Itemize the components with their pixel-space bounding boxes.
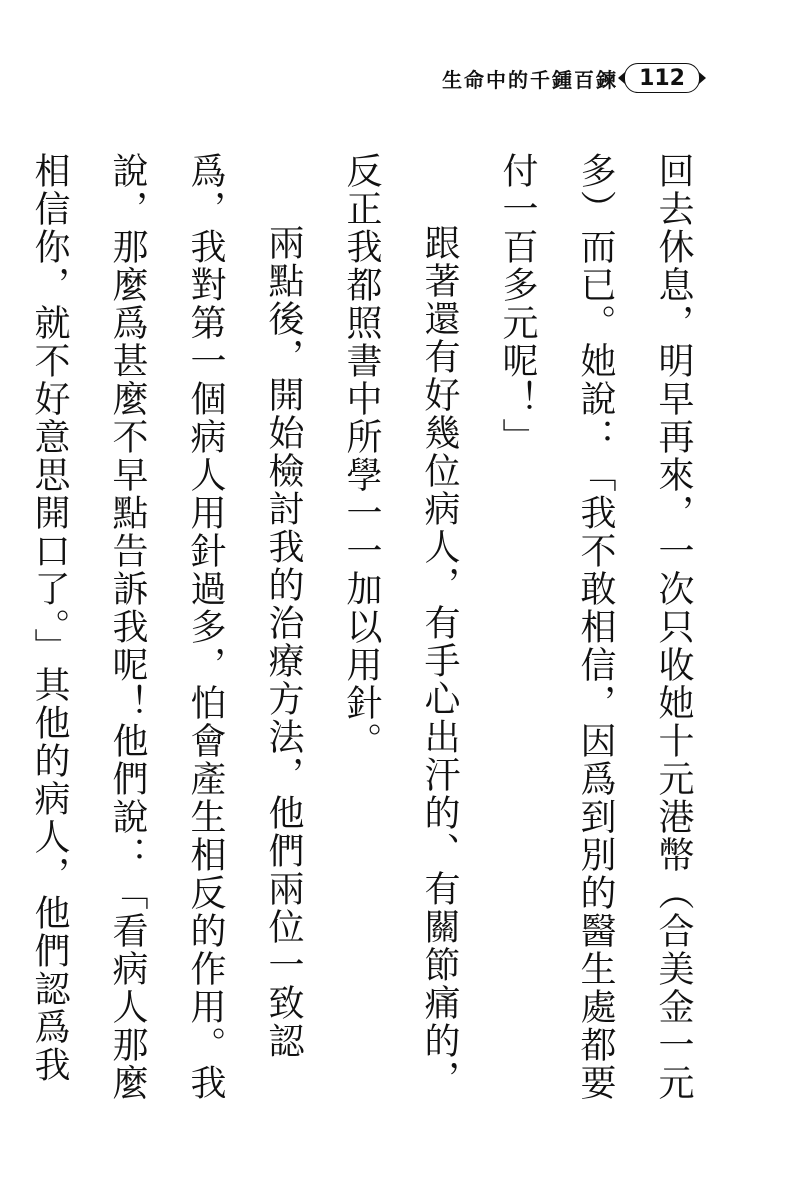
paragraph: 兩點後，開始檢討我的治療方法，他們兩位一致認爲，我對第一個病人用針過多，怕會產生相反的作用。我說，那麼爲甚麼不早點告訴我呢！他們說：「看病人那麼相信你，就不好意思開口了。」其他的病人，他們認爲我 — [29, 152, 304, 1102]
paragraph: 跟著還有好幾位病人，有手心出汗的、有關節痛的，反正我都照書中所學一一加以用針。 — [341, 152, 460, 1098]
book-title: 生命中的千鍾百鍊 — [442, 67, 619, 92]
paragraph: 回去休息，明早再來，一次只收她十元港幣（合美金一元多）而已。她說：「我不敢相信，因爲到別的醫生處都要付一百多元呢！」 — [497, 152, 694, 1102]
vertical-body-text — [29, 152, 712, 1112]
running-header — [442, 60, 700, 96]
page-number: 112 — [624, 63, 700, 93]
